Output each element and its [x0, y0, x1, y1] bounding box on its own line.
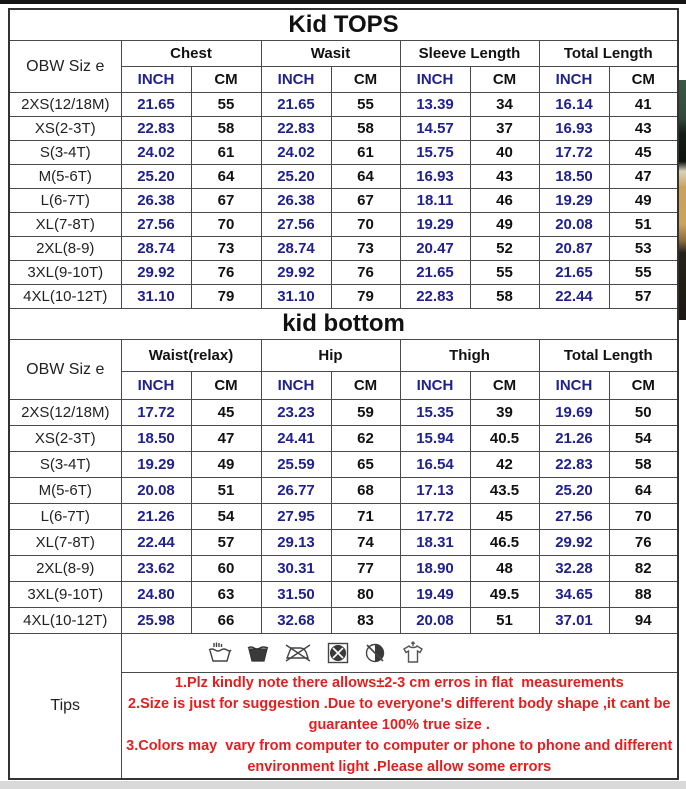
table-row — [9, 478, 678, 504]
size-label: 3XL(9-10T) — [9, 261, 121, 285]
inch-value: 19.29 — [400, 213, 470, 237]
cm-value: 70 — [191, 213, 261, 237]
inch-value: 17.72 — [539, 141, 609, 165]
bottom-column-waist-relax: Waist(relax) — [121, 340, 261, 372]
cm-value: 42 — [470, 452, 539, 478]
table-row — [9, 165, 678, 189]
cm-value: 76 — [609, 530, 678, 556]
inch-value: 18.31 — [400, 530, 470, 556]
cm-value: 58 — [331, 117, 400, 141]
inch-value: 20.08 — [121, 478, 191, 504]
size-label: XL(7-8T) — [9, 213, 121, 237]
size-label: 2XS(12/18M) — [9, 400, 121, 426]
top-border-bar — [0, 0, 686, 4]
cm-value: 82 — [609, 556, 678, 582]
inch-value: 23.62 — [121, 556, 191, 582]
size-chart-table — [8, 8, 679, 780]
cm-value: 79 — [191, 285, 261, 309]
cm-value: 51 — [470, 608, 539, 634]
inch-value: 19.49 — [400, 582, 470, 608]
size-label: 2XL(8-9) — [9, 237, 121, 261]
cm-value: 94 — [609, 608, 678, 634]
cm-value: 79 — [331, 285, 400, 309]
inch-value: 18.50 — [539, 165, 609, 189]
cm-value: 49 — [470, 213, 539, 237]
cm-value: 51 — [609, 213, 678, 237]
cm-value: 46 — [470, 189, 539, 213]
inch-value: 16.93 — [539, 117, 609, 141]
inch-value: 19.29 — [121, 452, 191, 478]
cm-value: 55 — [191, 93, 261, 117]
cm-value: 40.5 — [470, 426, 539, 452]
unit-cm-header: CM — [191, 67, 261, 93]
bottom-section-title: kid bottom — [9, 309, 678, 340]
inch-value: 22.44 — [121, 530, 191, 556]
inch-value: 19.69 — [539, 400, 609, 426]
care-icons — [122, 641, 678, 665]
inch-value: 31.50 — [261, 582, 331, 608]
cm-value: 59 — [331, 400, 400, 426]
hand-wash-icon — [207, 641, 233, 665]
cm-value: 73 — [191, 237, 261, 261]
cm-value: 45 — [609, 141, 678, 165]
inch-value: 20.08 — [539, 213, 609, 237]
unit-inch-header: INCH — [400, 67, 470, 93]
cm-value: 64 — [191, 165, 261, 189]
cm-value: 37 — [470, 117, 539, 141]
inch-value: 37.01 — [539, 608, 609, 634]
inch-value: 18.11 — [400, 189, 470, 213]
inch-value: 26.38 — [261, 189, 331, 213]
inch-value: 27.56 — [121, 213, 191, 237]
table-row — [9, 530, 678, 556]
table-row — [9, 285, 678, 309]
cm-value: 57 — [191, 530, 261, 556]
inch-value: 32.28 — [539, 556, 609, 582]
cm-value: 76 — [191, 261, 261, 285]
size-label: M(5-6T) — [9, 165, 121, 189]
inch-value: 31.10 — [261, 285, 331, 309]
cm-value: 43 — [470, 165, 539, 189]
inch-value: 19.29 — [539, 189, 609, 213]
photo-sliver — [679, 80, 686, 320]
table-row — [9, 213, 678, 237]
cm-value: 41 — [609, 93, 678, 117]
cm-value: 49.5 — [470, 582, 539, 608]
care-icons-row — [121, 634, 678, 673]
cm-value: 67 — [331, 189, 400, 213]
tops-size-header: OBW Siz e — [9, 41, 121, 93]
cm-value: 61 — [331, 141, 400, 165]
table-row — [9, 556, 678, 582]
cm-value: 67 — [191, 189, 261, 213]
cm-value: 66 — [191, 608, 261, 634]
cm-value: 83 — [331, 608, 400, 634]
unit-inch-header: INCH — [261, 67, 331, 93]
table-row — [9, 400, 678, 426]
inch-value: 15.75 — [400, 141, 470, 165]
cm-value: 46.5 — [470, 530, 539, 556]
cm-value: 50 — [609, 400, 678, 426]
tips-line-3: 3.Colors may vary from computer to computer or phone to phone and different environment light .Please allow some errors — [126, 738, 677, 776]
inch-value: 18.90 — [400, 556, 470, 582]
cm-value: 53 — [609, 237, 678, 261]
tops-section-title: Kid TOPS — [9, 9, 678, 41]
inch-value: 32.68 — [261, 608, 331, 634]
inch-value: 22.44 — [539, 285, 609, 309]
unit-cm-header: CM — [609, 67, 678, 93]
cm-value: 43.5 — [470, 478, 539, 504]
unit-cm-header: CM — [191, 372, 261, 400]
cm-value: 58 — [609, 452, 678, 478]
inch-value: 27.95 — [261, 504, 331, 530]
cm-value: 39 — [470, 400, 539, 426]
cm-value: 43 — [609, 117, 678, 141]
inch-value: 16.54 — [400, 452, 470, 478]
bottom-border-strip — [0, 781, 686, 789]
inch-value: 15.94 — [400, 426, 470, 452]
cm-value: 70 — [609, 504, 678, 530]
cm-value: 71 — [331, 504, 400, 530]
inch-value: 20.87 — [539, 237, 609, 261]
table-row — [9, 261, 678, 285]
cm-value: 54 — [191, 504, 261, 530]
inch-value: 22.83 — [121, 117, 191, 141]
inch-value: 17.72 — [400, 504, 470, 530]
cm-value: 55 — [609, 261, 678, 285]
inch-value: 25.20 — [261, 165, 331, 189]
inch-value: 17.13 — [400, 478, 470, 504]
size-label: 2XL(8-9) — [9, 556, 121, 582]
unit-inch-header: INCH — [121, 372, 191, 400]
inch-value: 22.83 — [539, 452, 609, 478]
size-label: 2XS(12/18M) — [9, 93, 121, 117]
do-not-iron-icon — [283, 641, 313, 665]
inch-value: 29.92 — [539, 530, 609, 556]
size-label: XS(2-3T) — [9, 426, 121, 452]
size-label: L(6-7T) — [9, 189, 121, 213]
inch-value: 26.38 — [121, 189, 191, 213]
cm-value: 55 — [331, 93, 400, 117]
size-label: 3XL(9-10T) — [9, 582, 121, 608]
inch-value: 20.47 — [400, 237, 470, 261]
cm-value: 47 — [609, 165, 678, 189]
bottom-size-header: OBW Siz e — [9, 340, 121, 400]
cm-value: 51 — [191, 478, 261, 504]
inch-value: 16.14 — [539, 93, 609, 117]
cm-value: 61 — [191, 141, 261, 165]
cm-value: 65 — [331, 452, 400, 478]
table-row — [9, 608, 678, 634]
inch-value: 21.65 — [400, 261, 470, 285]
size-label: M(5-6T) — [9, 478, 121, 504]
table-row — [9, 426, 678, 452]
cm-value: 58 — [470, 285, 539, 309]
cm-value: 76 — [331, 261, 400, 285]
table-row — [9, 189, 678, 213]
inch-value: 18.50 — [121, 426, 191, 452]
size-label: XL(7-8T) — [9, 530, 121, 556]
unit-inch-header: INCH — [539, 67, 609, 93]
wash-tub-icon — [246, 641, 270, 665]
do-not-tumble-dry-icon — [326, 641, 350, 665]
unit-cm-header: CM — [331, 67, 400, 93]
inch-value: 21.65 — [261, 93, 331, 117]
tips-label: Tips — [9, 634, 121, 780]
size-label: 4XL(10-12T) — [9, 608, 121, 634]
bottom-column-thigh: Thigh — [400, 340, 539, 372]
cm-value: 70 — [331, 213, 400, 237]
inch-value: 34.65 — [539, 582, 609, 608]
inch-value: 25.59 — [261, 452, 331, 478]
unit-inch-header: INCH — [261, 372, 331, 400]
tops-column-total-length: Total Length — [539, 41, 678, 67]
table-row — [9, 582, 678, 608]
inch-value: 21.26 — [539, 426, 609, 452]
cm-value: 45 — [191, 400, 261, 426]
inch-value: 22.83 — [261, 117, 331, 141]
cm-value: 80 — [331, 582, 400, 608]
inch-value: 31.10 — [121, 285, 191, 309]
size-label: XS(2-3T) — [9, 117, 121, 141]
inch-value: 16.93 — [400, 165, 470, 189]
inch-value: 25.98 — [121, 608, 191, 634]
inch-value: 24.02 — [261, 141, 331, 165]
table-row — [9, 504, 678, 530]
inch-value: 21.26 — [121, 504, 191, 530]
inch-value: 24.80 — [121, 582, 191, 608]
inch-value: 23.23 — [261, 400, 331, 426]
unit-cm-header: CM — [331, 372, 400, 400]
cm-value: 54 — [609, 426, 678, 452]
size-label: S(3-4T) — [9, 452, 121, 478]
unit-cm-header: CM — [470, 372, 539, 400]
tips-text — [121, 673, 678, 780]
cm-value: 64 — [331, 165, 400, 189]
size-label: S(3-4T) — [9, 141, 121, 165]
cm-value: 55 — [470, 261, 539, 285]
unit-inch-header: INCH — [539, 372, 609, 400]
inch-value: 25.20 — [121, 165, 191, 189]
tips-line-1: 1.Plz kindly note there allows±2-3 cm erros in flat measurements — [174, 675, 624, 691]
inch-value: 30.31 — [261, 556, 331, 582]
cm-value: 52 — [470, 237, 539, 261]
cm-value: 34 — [470, 93, 539, 117]
cm-value: 77 — [331, 556, 400, 582]
inch-value: 21.65 — [121, 93, 191, 117]
bottom-column-hip: Hip — [261, 340, 400, 372]
inch-value: 24.02 — [121, 141, 191, 165]
cm-value: 62 — [331, 426, 400, 452]
cm-value: 68 — [331, 478, 400, 504]
cm-value: 88 — [609, 582, 678, 608]
hang-dry-icon — [400, 641, 426, 665]
inch-value: 27.56 — [539, 504, 609, 530]
unit-cm-header: CM — [609, 372, 678, 400]
inch-value: 26.77 — [261, 478, 331, 504]
cm-value: 48 — [470, 556, 539, 582]
inch-value: 29.92 — [261, 261, 331, 285]
table-row — [9, 141, 678, 165]
bottom-column-total-length: Total Length — [539, 340, 678, 372]
cm-value: 73 — [331, 237, 400, 261]
inch-value: 28.74 — [121, 237, 191, 261]
cm-value: 64 — [609, 478, 678, 504]
table-row — [9, 93, 678, 117]
table-row — [9, 237, 678, 261]
inch-value: 24.41 — [261, 426, 331, 452]
table-row — [9, 452, 678, 478]
cm-value: 63 — [191, 582, 261, 608]
cm-value: 49 — [609, 189, 678, 213]
inch-value: 13.39 — [400, 93, 470, 117]
tips-line-2: 2.Size is just for suggestion .Due to everyone's different body shape ,it cant be guarantee 100% true size . — [128, 696, 675, 734]
cm-value: 57 — [609, 285, 678, 309]
inch-value: 28.74 — [261, 237, 331, 261]
cm-value: 58 — [191, 117, 261, 141]
inch-value: 29.92 — [121, 261, 191, 285]
cm-value: 45 — [470, 504, 539, 530]
size-label: 4XL(10-12T) — [9, 285, 121, 309]
cm-value: 47 — [191, 426, 261, 452]
table-row — [9, 117, 678, 141]
inch-value: 25.20 — [539, 478, 609, 504]
unit-inch-header: INCH — [400, 372, 470, 400]
tops-column-chest: Chest — [121, 41, 261, 67]
cm-value: 49 — [191, 452, 261, 478]
tops-column-sleeve-length: Sleeve Length — [400, 41, 539, 67]
inch-value: 27.56 — [261, 213, 331, 237]
cm-value: 40 — [470, 141, 539, 165]
unit-inch-header: INCH — [121, 67, 191, 93]
inch-value: 15.35 — [400, 400, 470, 426]
inch-value: 17.72 — [121, 400, 191, 426]
do-not-dry-clean-icon — [363, 641, 387, 665]
inch-value: 22.83 — [400, 285, 470, 309]
size-label: L(6-7T) — [9, 504, 121, 530]
cm-value: 60 — [191, 556, 261, 582]
inch-value: 14.57 — [400, 117, 470, 141]
unit-cm-header: CM — [470, 67, 539, 93]
inch-value: 29.13 — [261, 530, 331, 556]
cm-value: 74 — [331, 530, 400, 556]
tops-column-waist: Wasit — [261, 41, 400, 67]
inch-value: 20.08 — [400, 608, 470, 634]
inch-value: 21.65 — [539, 261, 609, 285]
